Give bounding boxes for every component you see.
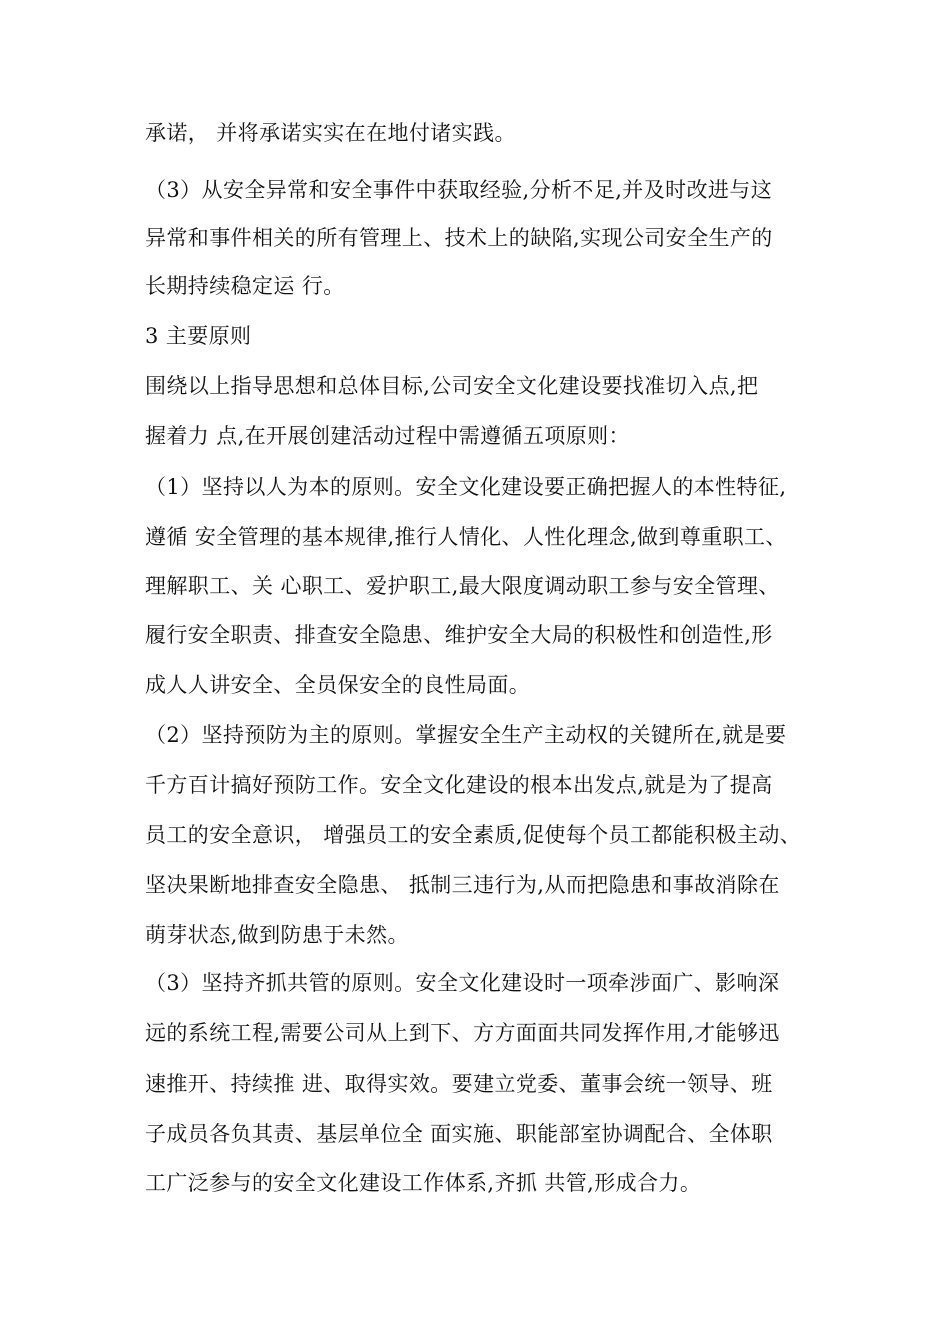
text-line: 萌芽状态,做到防患于未然。	[145, 923, 409, 947]
text-line: 履行安全职责、排查安全隐患、维护安全大局的积极性和创造性,形	[145, 623, 773, 647]
text-line: 速推开、持续推 进、取得实效。要建立党委、董事会统一领导、班	[145, 1072, 773, 1096]
text-line: 员工的安全意识， 增强员工的安全素质,促使每个员工都能积极主动、	[145, 823, 802, 847]
text-line: 长期持续稳定运 行。	[145, 274, 345, 298]
text-line: 子成员各负其责、基层单位全 面实施、职能部室协调配合、全体职	[145, 1122, 773, 1146]
text-line: 千方百计搞好预防工作。安全文化建设的根本出发点,就是为了提高	[145, 773, 773, 797]
text-line: （1）坚持以人为本的原则。安全文化建设要正确把握人的本性特征,	[145, 475, 787, 499]
text-line: 远的系统工程,需要公司从上到下、方方面面共同发挥作用,才能够迅	[145, 1021, 780, 1045]
section-heading: 3 主要原则	[145, 324, 252, 348]
text-line: （3）坚持齐抓共管的原则。安全文化建设时一项牵涉面广、影响深	[145, 971, 780, 995]
text-line: 理解职工、关 心职工、爱护职工,最大限度调动职工参与安全管理、	[145, 574, 780, 598]
text-line: 握着力 点,在开展创建活动过程中需遵循五项原则：	[145, 424, 630, 448]
text-line: 工广泛参与的安全文化建设工作体系,齐抓 共管,形成合力。	[145, 1171, 702, 1195]
text-line: 遵循 安全管理的基本规律,推行人情化、人性化理念,做到尊重职工、	[145, 525, 787, 549]
text-line: 承诺， 并将承诺实实在在地付诸实践。	[145, 121, 516, 145]
text-line: 围绕以上指导思想和总体目标,公司安全文化建设要找准切入点,把	[145, 374, 759, 398]
text-line: 成人人讲安全、全员保安全的良性局面。	[145, 673, 531, 697]
text-line: 异常和事件相关的所有管理上、技术上的缺陷,实现公司安全生产的	[145, 226, 773, 250]
text-line: 坚决果断地排查安全隐患、 抵制三违行为,从而把隐患和事故消除在	[145, 873, 780, 897]
text-line: （2）坚持预防为主的原则。掌握安全生产主动权的关键所在,就是要	[145, 723, 787, 747]
text-line: （3）从安全异常和安全事件中获取经验,分析不足,并及时改进与这	[145, 178, 773, 202]
